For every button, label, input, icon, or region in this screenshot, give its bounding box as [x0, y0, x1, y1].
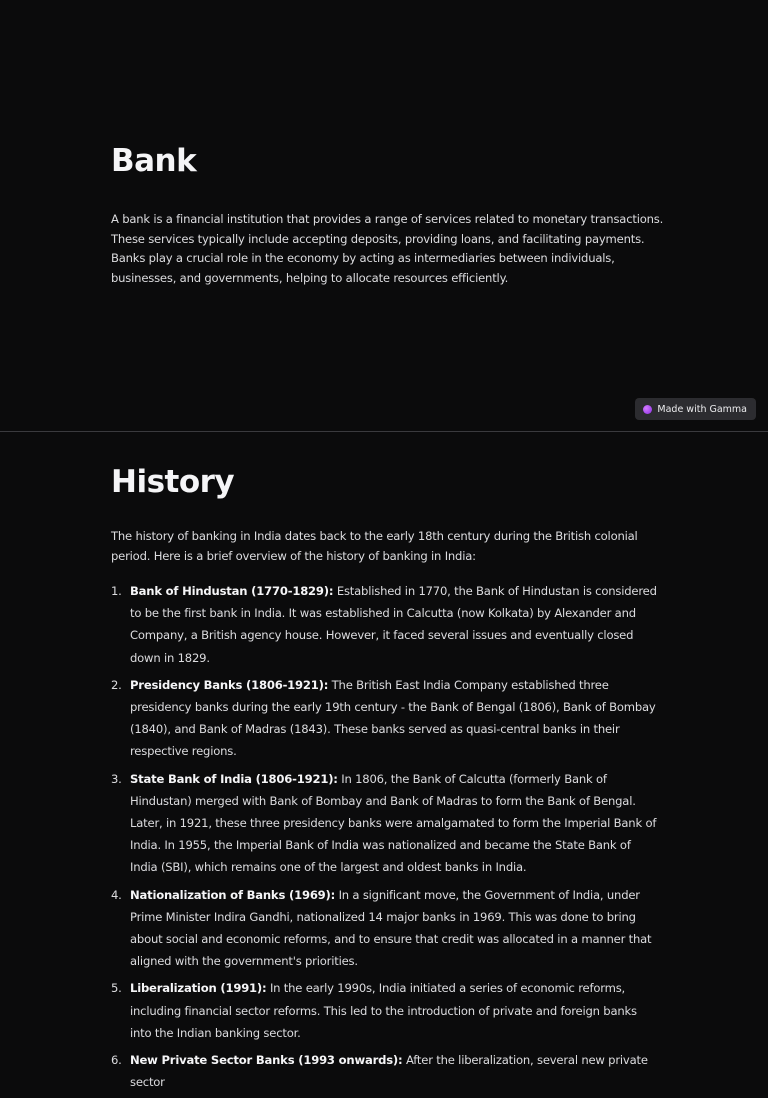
history-intro-paragraph: The history of banking in India dates back to the early 18th century during the British colonial period. Here is a brief overview of the history of banking in India: [111, 529, 638, 563]
list-item [111, 977, 661, 1044]
list-item [111, 674, 661, 763]
list-item-heading: Presidency Banks (1806-1921): [130, 677, 329, 692]
history-list [111, 580, 661, 1098]
list-item-heading: Bank of Hindustan (1770-1829): [130, 584, 334, 598]
list-item-number: 2. [111, 677, 122, 692]
list-item [111, 580, 661, 669]
list-item-text: After the liberalization, several new private sector [130, 1053, 648, 1090]
gamma-logo-icon [643, 405, 652, 414]
list-item [111, 1049, 661, 1093]
bank-definition-paragraph: A bank is a financial institution that provides a range of services related to monetary transactions. These services typically include accepting deposits, providing loans, and facilitating payments. Banks play a crucial role in the economy by acting as intermediaries between individuals, businesses, and governments, helping to allocate resources efficiently. [111, 212, 664, 285]
list-item-number: 5. [111, 981, 122, 996]
list-item-heading: State Bank of India (1806-1921): [130, 771, 338, 786]
slide-title-bank: Bank [111, 143, 197, 179]
slide-bank [0, 0, 768, 432]
list-item-text: In 1806, the Bank of Calcutta (formerly Bank of Hindustan) merged with Bank of Bombay and Bank of Madras to form the Bank of Bengal. Later, in 1921, these three presidency banks were amalgamated to form the Imperial Bank of India. In 1955, the Imperial Bank of India was nationalized and became the State Bank of India (SBI), which remains one of the largest and oldest banks in India. [130, 771, 657, 875]
list-item-number: 4. [111, 887, 122, 902]
list-item [111, 768, 661, 879]
made-with-gamma-label: Made with Gamma [657, 403, 747, 415]
list-item-heading: New Private Sector Banks (1993 onwards): [130, 1053, 403, 1068]
list-item-text: Established in 1770, the Bank of Hindustan is considered to be the first bank in India. It was established in Calcutta (now Kolkata) by Alexander and Company, a British agency house. However, it faced several issues and eventually closed down in 1829. [130, 584, 657, 665]
list-item-number: 3. [111, 771, 122, 786]
list-item-number: 6. [111, 1053, 122, 1068]
list-item-text: In a significant move, the Government of India, under Prime Minister Indira Gandhi, nationalized 14 major banks in 1969. This was done to bring about social and economic reforms, and to ensure that credit was allocated in a manner that aligned with the government's priorities. [130, 887, 652, 969]
list-item-number: 1. [111, 584, 122, 598]
list-item-heading: Nationalization of Banks (1969): [130, 887, 336, 902]
slide-history [0, 433, 768, 1090]
slide-title-history: History [111, 464, 235, 500]
list-item-text: The British East India Company established three presidency banks during the early 19th century - the Bank of Bengal (1806), Bank of Bombay (1840), and Bank of Madras (1843). These banks served as quasi-central banks in their respective regions. [130, 677, 656, 759]
list-item-text: In the early 1990s, India initiated a series of economic reforms, including financial sector reforms. This led to the introduction of private and foreign banks into the Indian banking sector. [130, 981, 637, 1040]
list-item-heading: Liberalization (1991): [130, 981, 267, 996]
made-with-gamma-badge[interactable] [635, 398, 756, 420]
list-item [111, 884, 661, 973]
